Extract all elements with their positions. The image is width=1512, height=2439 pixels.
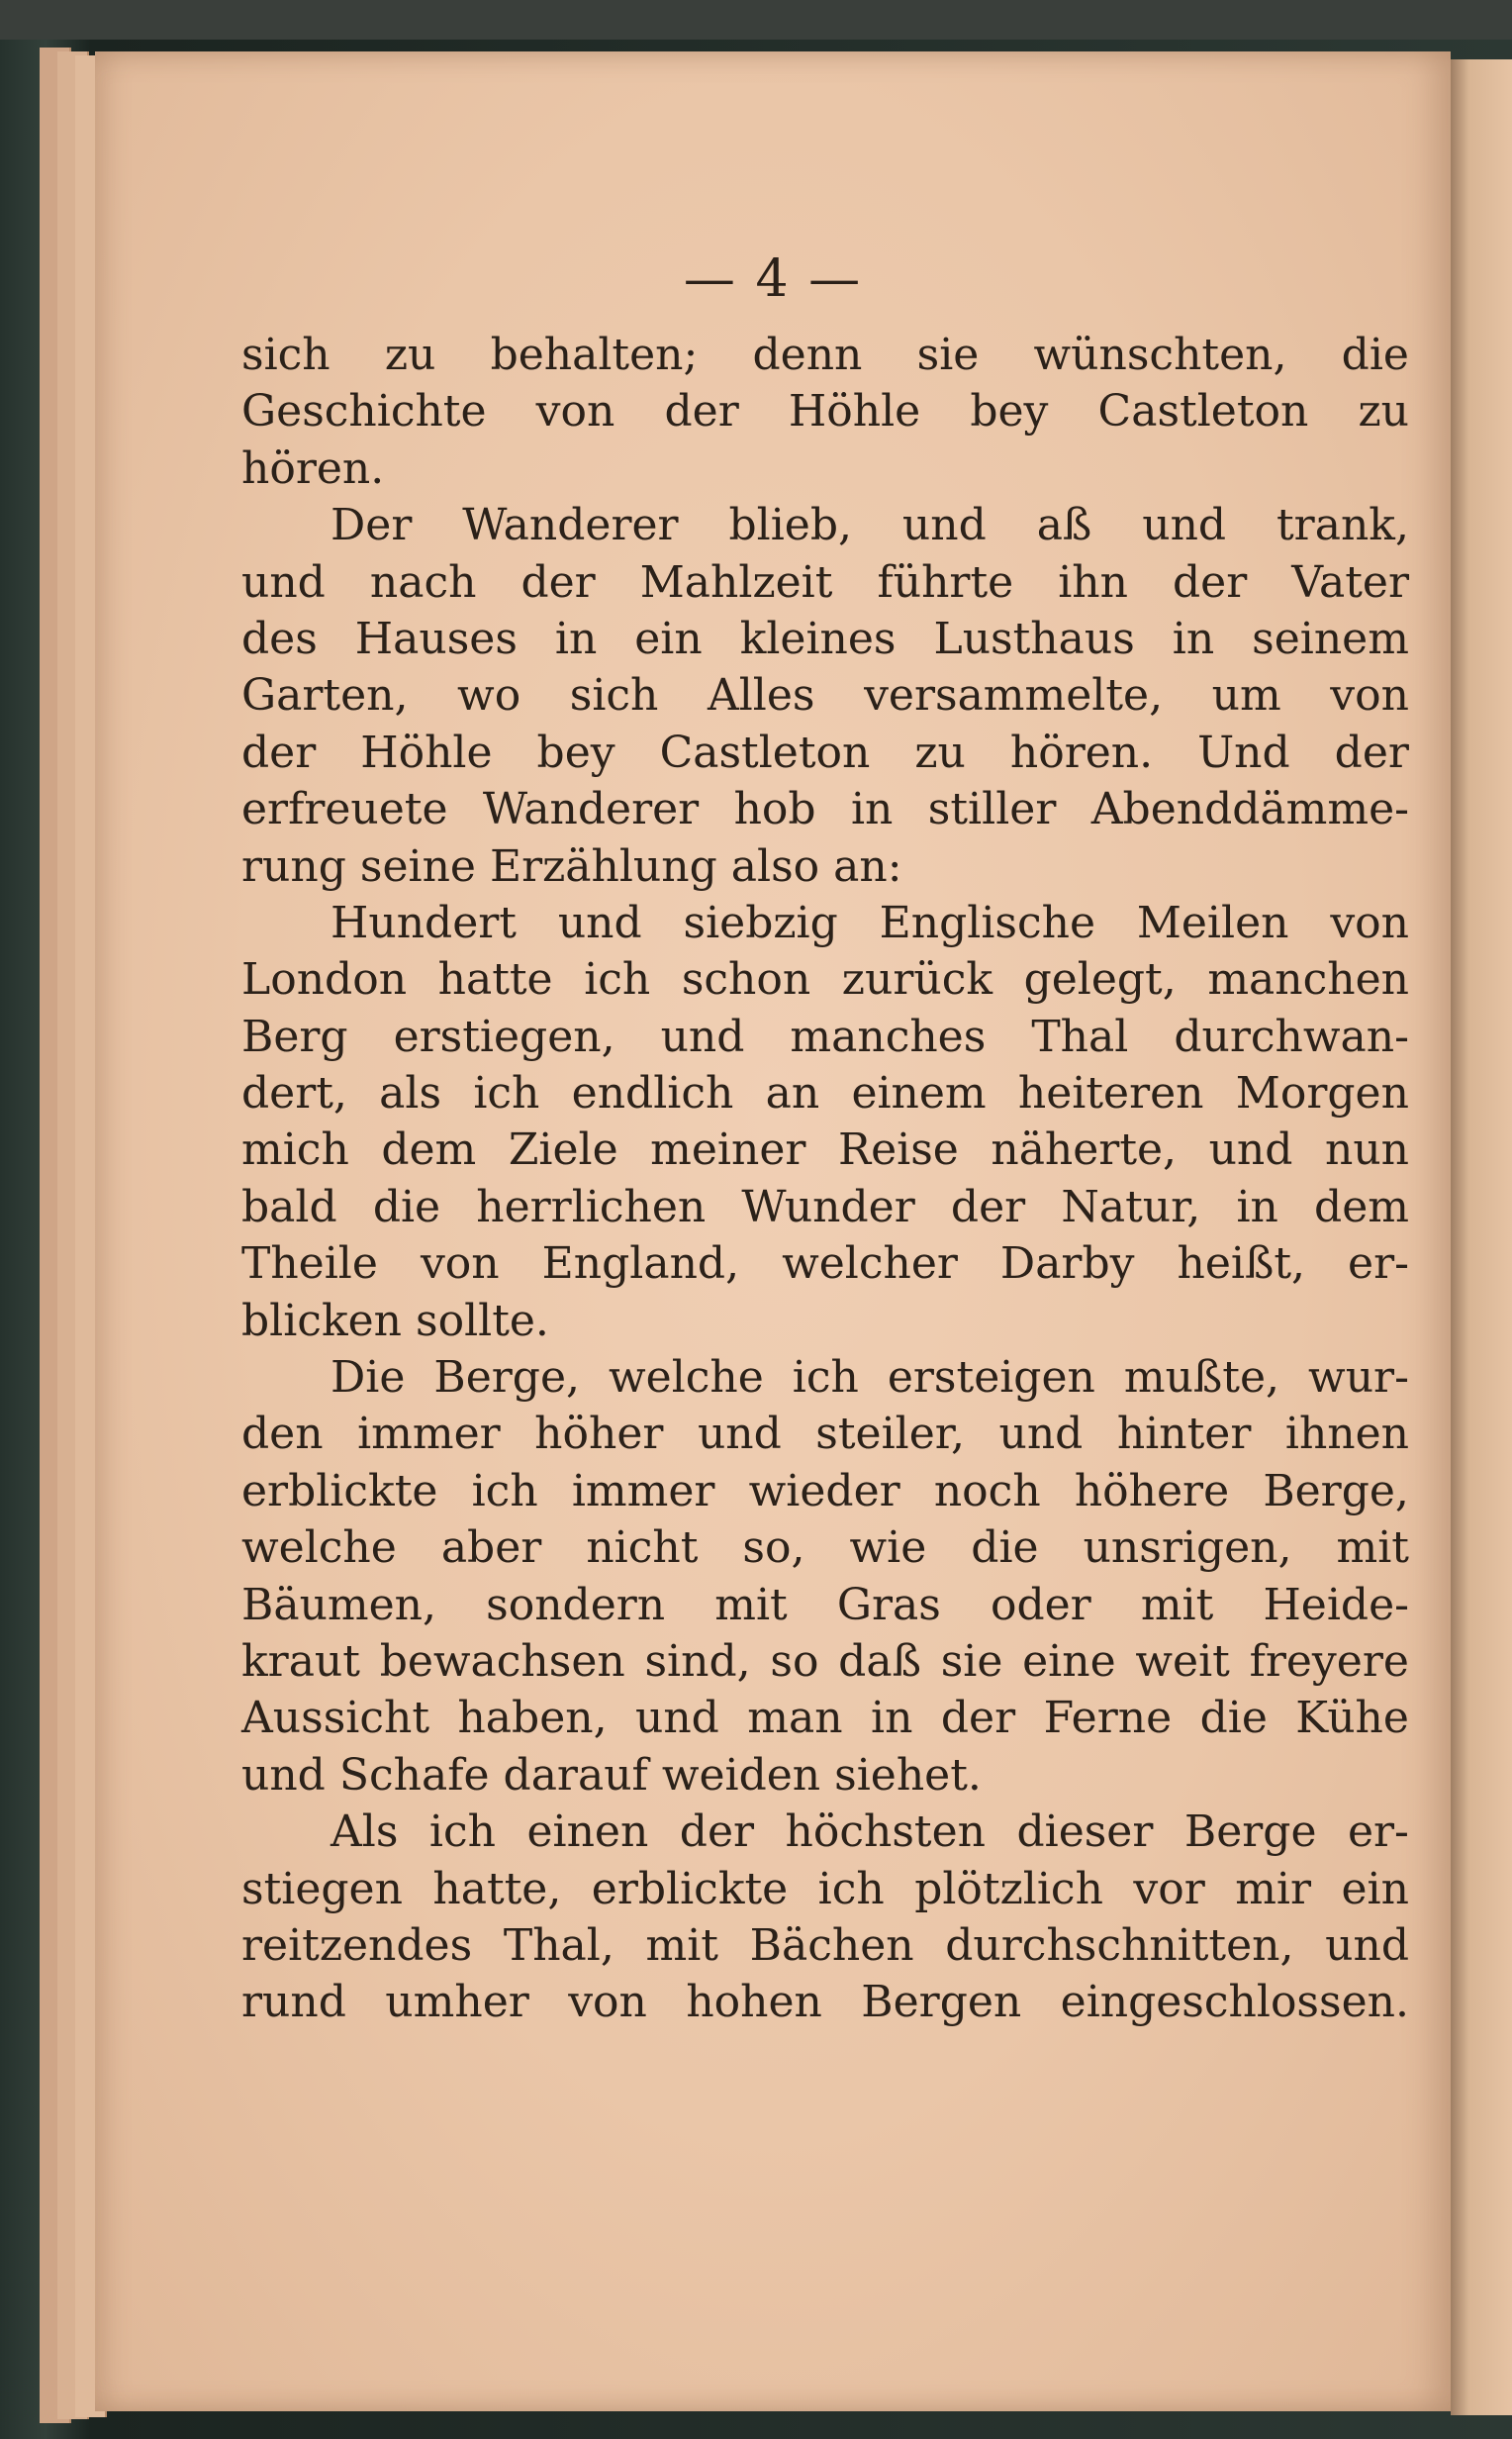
text-line: [241, 1009, 1409, 1065]
text-line: [241, 667, 1409, 724]
word: wie: [849, 1522, 927, 1574]
word: führte: [877, 556, 1014, 608]
word: Meilen: [1136, 897, 1289, 948]
word: noch: [933, 1465, 1041, 1516]
word: Kühe: [1295, 1693, 1409, 1744]
word: einem: [851, 1068, 987, 1120]
word: blicken: [241, 1295, 402, 1346]
word: heiteren: [1017, 1068, 1204, 1120]
word: den: [241, 1409, 324, 1460]
word: Schafe: [338, 1749, 490, 1801]
word: freyere: [1249, 1635, 1409, 1687]
word: unsrigen,: [1083, 1522, 1292, 1574]
page-number: — 4 —: [683, 249, 863, 309]
top-binding-band: [0, 0, 1512, 40]
word: Abenddämme-: [1090, 784, 1409, 835]
word: mir: [1235, 1863, 1312, 1914]
word: der: [1172, 556, 1248, 608]
text-line: [241, 327, 1409, 383]
word: sondern: [486, 1579, 666, 1630]
word: bey: [536, 727, 615, 778]
word: hohen: [686, 1977, 822, 2028]
word: ihn: [1058, 556, 1128, 608]
word: zu: [384, 330, 436, 380]
facing-page-edge: [1451, 59, 1512, 2415]
word: herrlichen: [476, 1181, 707, 1232]
word: höchsten: [785, 1806, 986, 1858]
word: Alles: [707, 670, 815, 722]
body-text: [241, 327, 1409, 2031]
word: der: [950, 1181, 1026, 1232]
word: gelegt,: [1023, 954, 1177, 1006]
word: und: [1325, 1919, 1409, 1971]
word: in: [554, 613, 598, 664]
word: Thal: [1031, 1011, 1129, 1062]
text-line: [241, 1690, 1409, 1746]
word: von: [568, 1977, 647, 2028]
word: sie: [940, 1635, 1003, 1687]
word: erfreuete: [241, 784, 448, 835]
word: Bäumen,: [241, 1579, 436, 1630]
word: von: [420, 1238, 500, 1290]
word: von: [535, 386, 615, 438]
word: von: [1330, 670, 1409, 722]
word: sind,: [644, 1635, 751, 1687]
text-line: [241, 440, 1409, 497]
word: bey: [970, 386, 1049, 438]
word: Lusthaus: [933, 613, 1135, 664]
word: Berg: [241, 1011, 348, 1062]
text-line: [241, 1349, 1409, 1406]
word: darauf: [503, 1749, 648, 1801]
word: Und: [1197, 727, 1290, 778]
text-line: [241, 1235, 1409, 1292]
text-line: [241, 1065, 1409, 1122]
word: als: [379, 1068, 442, 1120]
word: ich: [792, 1352, 859, 1404]
word: Natur,: [1061, 1181, 1201, 1232]
word: Mahlzeit: [639, 556, 833, 608]
word: Castleton: [659, 727, 871, 778]
word: Castleton: [1097, 386, 1309, 438]
word: Garten,: [241, 670, 409, 722]
word: mußte,: [1123, 1352, 1280, 1404]
word: trank,: [1276, 500, 1409, 551]
word: immer: [571, 1465, 715, 1516]
word: welche: [241, 1522, 397, 1574]
word: seine: [359, 840, 476, 892]
word: aber: [440, 1522, 542, 1574]
word: Vater: [1291, 556, 1409, 608]
word: erblickte: [591, 1863, 789, 1914]
word: er-: [1348, 1238, 1409, 1290]
word: Ferne: [1043, 1693, 1173, 1744]
word: höhere: [1074, 1465, 1230, 1516]
text-line: [241, 1122, 1409, 1178]
word: meiner: [650, 1124, 806, 1176]
word: hören.: [241, 442, 385, 494]
word: welcher: [782, 1238, 958, 1290]
word: kraut: [241, 1635, 360, 1687]
word: und: [660, 1011, 745, 1062]
word: ein: [1341, 1863, 1409, 1914]
text-line: [241, 383, 1409, 439]
word: ihnen: [1284, 1409, 1409, 1460]
word: der: [241, 727, 317, 778]
word: hören.: [1009, 727, 1154, 778]
word: Bächen: [749, 1919, 914, 1971]
word: mit: [714, 1579, 788, 1630]
word: Theile: [241, 1238, 378, 1290]
word: Wanderer: [482, 784, 700, 835]
text-line: [241, 725, 1409, 781]
text-line: [241, 1406, 1409, 1462]
text-line: [241, 1293, 1409, 1349]
word: schon: [681, 954, 811, 1006]
word: Erzählung: [489, 840, 717, 892]
word: blieb,: [728, 500, 852, 551]
word: und: [1208, 1124, 1293, 1176]
text-line: [241, 1917, 1409, 1974]
word: er-: [1347, 1806, 1409, 1858]
word: Gras: [836, 1579, 941, 1630]
word: durchschnitten,: [945, 1919, 1294, 1971]
word: Reise: [837, 1124, 959, 1176]
word: hatte,: [432, 1863, 562, 1914]
word: Berge,: [433, 1352, 580, 1404]
word: nun: [1324, 1124, 1409, 1176]
word: stiegen: [241, 1863, 403, 1914]
text-line: [241, 1974, 1409, 2030]
word: sich: [241, 330, 331, 380]
text-line: [241, 1804, 1409, 1860]
word: man: [747, 1693, 843, 1744]
word: ein: [634, 613, 703, 664]
word: von: [1330, 897, 1409, 948]
word: hatte: [437, 954, 553, 1006]
text-line: [241, 838, 1409, 895]
text-line: [241, 1179, 1409, 1235]
text-line: [241, 1633, 1409, 1690]
word: sie: [916, 330, 980, 380]
word: so: [770, 1635, 819, 1687]
word: und: [241, 556, 326, 608]
word: und: [901, 500, 987, 551]
word: hob: [733, 784, 816, 835]
word: kleines: [739, 613, 897, 664]
word: dem: [1314, 1181, 1409, 1232]
word: zurück: [841, 954, 992, 1006]
word: hinter: [1116, 1409, 1252, 1460]
word: London: [241, 954, 408, 1006]
word: erstiegen,: [393, 1011, 615, 1062]
word: Höhle: [788, 386, 921, 438]
word: die: [971, 1522, 1039, 1574]
word: einen: [526, 1806, 649, 1858]
word: der: [679, 1806, 755, 1858]
text-line: [241, 1519, 1409, 1576]
word: Hundert: [331, 897, 517, 948]
word: eingeschlossen.: [1060, 1977, 1409, 2028]
word: Ziele: [508, 1124, 618, 1176]
word: heißt,: [1177, 1238, 1306, 1290]
word: manches: [790, 1011, 987, 1062]
word: Thal,: [503, 1919, 614, 1971]
text-line: [241, 1861, 1409, 1917]
word: denn: [752, 330, 863, 380]
word: und: [557, 897, 642, 948]
word: rund: [241, 1977, 346, 2028]
word: und: [998, 1409, 1084, 1460]
word: und: [1142, 500, 1227, 551]
word: weit: [1135, 1635, 1230, 1687]
word: zu: [1358, 386, 1409, 438]
word: siebzig: [683, 897, 838, 948]
text-line: [241, 1577, 1409, 1633]
word: welche: [609, 1352, 764, 1404]
word: wieder: [748, 1465, 900, 1516]
word: ich: [584, 954, 651, 1006]
word: dert,: [241, 1068, 347, 1120]
word: Der: [331, 500, 413, 551]
word: ersteigen: [887, 1352, 1095, 1404]
word: des: [241, 613, 318, 664]
text-line: [241, 611, 1409, 667]
word: vor: [1133, 1863, 1205, 1914]
word: der: [1334, 727, 1409, 778]
text-line: [241, 497, 1409, 553]
word: steiler,: [815, 1409, 965, 1460]
text-line: [241, 951, 1409, 1008]
word: in: [1172, 613, 1215, 664]
word: oder: [990, 1579, 1091, 1630]
word: Wanderer: [462, 500, 679, 551]
word: und: [697, 1409, 782, 1460]
word: haben,: [457, 1693, 608, 1744]
word: endlich: [571, 1068, 734, 1120]
word: seinem: [1252, 613, 1409, 664]
word: also: [730, 840, 820, 892]
word: dem: [381, 1124, 477, 1176]
text-line: [241, 895, 1409, 951]
word: der: [940, 1693, 1016, 1744]
word: behalten;: [490, 330, 699, 380]
word: dieser: [1016, 1806, 1154, 1858]
word: eine: [1022, 1635, 1116, 1687]
word: nicht: [586, 1522, 699, 1574]
word: stiller: [927, 784, 1057, 835]
word: bewachsen: [379, 1635, 625, 1687]
word: Bergen: [861, 1977, 1022, 2028]
word: Heide-: [1263, 1579, 1409, 1630]
word: wo: [457, 670, 521, 722]
word: Hauses: [354, 613, 518, 664]
word: nach: [369, 556, 477, 608]
word: an: [765, 1068, 820, 1120]
word: näherte,: [991, 1124, 1178, 1176]
word: Morgen: [1235, 1068, 1409, 1120]
word: Englische: [879, 897, 1095, 948]
word: die: [1199, 1693, 1268, 1744]
word: ich: [428, 1806, 496, 1858]
text-line: [241, 1463, 1409, 1519]
word: rung: [241, 840, 346, 892]
word: Darby: [999, 1238, 1135, 1290]
word: umher: [385, 1977, 529, 2028]
word: sollte.: [416, 1295, 549, 1346]
word: ich: [817, 1863, 885, 1914]
word: manchen: [1207, 954, 1409, 1006]
word: die: [1341, 330, 1409, 380]
word: in: [871, 1693, 913, 1744]
word: weiden: [661, 1749, 821, 1801]
word: in: [850, 784, 894, 835]
word: Aussicht: [241, 1693, 430, 1744]
word: mit: [1140, 1579, 1214, 1630]
word: der: [520, 556, 596, 608]
word: bald: [241, 1181, 337, 1232]
word: mit: [645, 1919, 718, 1971]
word: höher: [534, 1409, 664, 1460]
word: aß: [1036, 500, 1092, 551]
word: immer: [357, 1409, 501, 1460]
word: um: [1211, 670, 1281, 722]
word: erblickte: [241, 1465, 438, 1516]
word: wur-: [1308, 1352, 1409, 1404]
word: mit: [1336, 1522, 1409, 1574]
word: und: [635, 1693, 719, 1744]
word: Berge,: [1263, 1465, 1409, 1516]
word: England,: [541, 1238, 740, 1290]
word: Berge: [1183, 1806, 1317, 1858]
word: reitzendes: [241, 1919, 473, 1971]
word: Höhle: [360, 727, 493, 778]
text-line: [241, 1747, 1409, 1804]
word: so,: [742, 1522, 805, 1574]
word: der: [664, 386, 739, 438]
text-line: [241, 781, 1409, 837]
word: siehet.: [834, 1749, 982, 1801]
word: an:: [833, 840, 902, 892]
word: plötzlich: [914, 1863, 1103, 1914]
word: Wunder: [741, 1181, 915, 1232]
word: versammelte,: [864, 670, 1164, 722]
word: ich: [471, 1465, 538, 1516]
word: wünschten,: [1033, 330, 1287, 380]
word: mich: [241, 1124, 349, 1176]
word: Als: [331, 1806, 399, 1858]
word: Geschichte: [241, 386, 487, 438]
word: und: [241, 1749, 326, 1801]
word: die: [372, 1181, 441, 1232]
word: ich: [473, 1068, 540, 1120]
text-line: [241, 554, 1409, 611]
word: sich: [569, 670, 659, 722]
word: Die: [331, 1352, 406, 1404]
word: durchwan-: [1174, 1011, 1409, 1062]
word: daß: [838, 1635, 921, 1687]
word: in: [1236, 1181, 1278, 1232]
word: zu: [914, 727, 966, 778]
